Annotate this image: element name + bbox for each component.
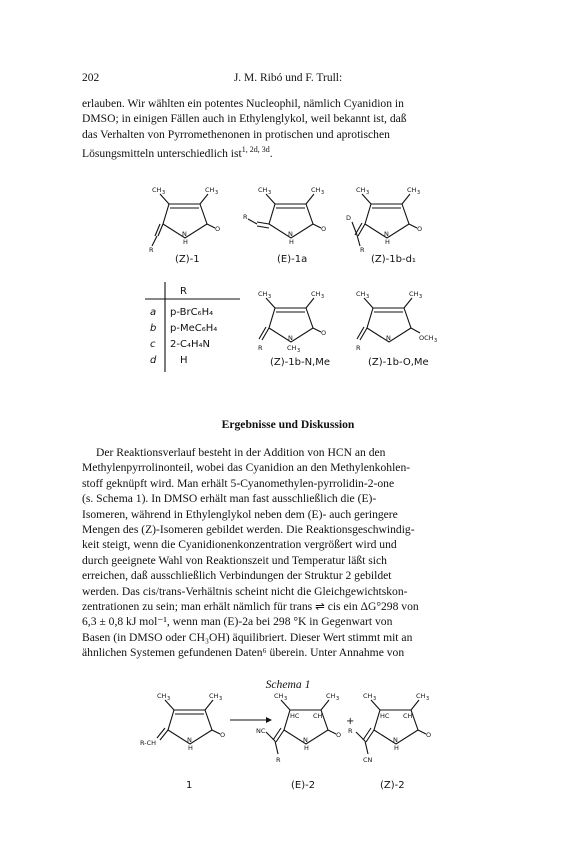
svg-text:3: 3 [268, 294, 272, 300]
svg-text:3: 3 [268, 190, 272, 196]
svg-text:D: D [346, 214, 352, 222]
text-line: durch geeignete Wahl von Reaktionszeit und Temperatur läßt sich [82, 553, 387, 567]
structure-z1bd1 [346, 186, 422, 265]
substituent-table [145, 282, 240, 372]
text-line: erlauben. Wir wählten ein potentes Nucleophil, nämlich Cyanidion in [82, 97, 404, 110]
svg-text:O: O [417, 225, 423, 233]
svg-text:O: O [336, 731, 342, 739]
svg-text:O: O [321, 225, 327, 233]
svg-text:H: H [394, 744, 399, 752]
svg-text:O: O [220, 731, 226, 739]
page-number: 202 [82, 72, 100, 84]
svg-text:3: 3 [215, 190, 219, 196]
svg-text:CH: CH [356, 290, 366, 298]
text-line: keit steigt, wenn die Cyanidionenkonzentration vergrößert wird und [82, 538, 397, 552]
svg-text:N: N [288, 230, 293, 238]
svg-text:d: d [150, 355, 157, 366]
text-line: werden. Das cis/trans-Verhältnis scheint nicht die Gleichgewichtskon- [82, 584, 408, 598]
text-line-part: Lösungsmitteln unterschiedlich ist [82, 147, 242, 161]
svg-text:3: 3 [162, 190, 166, 196]
svg-text:CH: CH [258, 290, 268, 298]
structure-z1b-ome [356, 290, 437, 368]
svg-text:3: 3 [284, 696, 288, 702]
text-line: Lösungsmitteln unterschiedlich ist$^{1, 2d, 3d}$. [82, 145, 273, 161]
text-line: erreichen, daß ausschließlich Verbindungen der Struktur 2 gebildet [82, 569, 392, 583]
text-line: 6,3 ± 0,8 kJ mol⁻¹, wenn man (E)-2a bei 298 °K in Gegenwart von [82, 615, 393, 629]
atom-ch3: CH [152, 186, 162, 194]
svg-text:CH: CH [287, 344, 297, 352]
section-heading: Ergebnisse und Diskussion [221, 418, 355, 431]
text-line: zentrationen zu sein; man erhält nämlich für trans ⇌ cis ein ΔG°298 von [82, 600, 419, 614]
svg-text:3: 3 [321, 294, 325, 300]
text-line: Isomeren, während in Ethylenglykol neben dem (E)- auch geringere [82, 507, 398, 521]
svg-text:CH: CH [205, 186, 215, 194]
svg-text:CH: CH [311, 186, 321, 194]
text-line: Basen (in DMSO oder CH₃OH) äquilibriert. Dieser Wert stimmt mit an [82, 630, 413, 644]
svg-text:3: 3 [366, 190, 370, 196]
svg-text:3: 3 [417, 190, 421, 196]
svg-text:R: R [348, 727, 353, 735]
svg-text:H: H [289, 238, 294, 246]
svg-text:p-MeC₆H₄: p-MeC₆H₄ [170, 323, 218, 334]
text-line: das Verhalten von Pyrromethenonen in protischen und aprotischen [82, 127, 390, 141]
svg-text:H: H [385, 238, 390, 246]
svg-text:N: N [386, 334, 391, 342]
structure-z1 [149, 186, 220, 265]
text-line: Der Reaktionsverlauf besteht in der Addition von HCN an den [96, 446, 386, 459]
svg-text:CN: CN [363, 756, 373, 764]
svg-text:3: 3 [167, 696, 171, 702]
svg-text:NC: NC [256, 727, 266, 735]
svg-text:CH: CH [403, 712, 413, 720]
structure-e1a [243, 186, 326, 265]
svg-text:R: R [360, 246, 365, 254]
text-line: (s. Schema 1). In DMSO erhält man fast ausschließlich die (E)- [82, 492, 377, 506]
svg-text:CH: CH [274, 692, 284, 700]
svg-text:3: 3 [321, 190, 325, 196]
svg-text:2-C₄H₄N: 2-C₄H₄N [170, 339, 210, 350]
svg-text:3: 3 [336, 696, 340, 702]
scheme-1 [140, 692, 431, 791]
scheme-title: Schema 1 [265, 678, 311, 691]
svg-text:CH: CH [157, 692, 167, 700]
svg-text:b: b [150, 323, 157, 334]
structure-z1b-nme [258, 290, 330, 368]
svg-text:3: 3 [297, 348, 301, 354]
results-paragraph [82, 445, 494, 661]
svg-text:CH: CH [407, 186, 417, 194]
svg-text:N: N [393, 736, 398, 744]
svg-text:R-CH: R-CH [140, 739, 157, 747]
svg-text:CH: CH [209, 692, 219, 700]
compound-label-z1bd1: (Z)-1b-d₁ [371, 254, 416, 265]
scheme-label-1: 1 [186, 780, 193, 791]
svg-text:CH: CH [313, 712, 323, 720]
svg-text:R: R [258, 344, 263, 352]
svg-text:CH: CH [363, 692, 373, 700]
svg-text:p-BrC₆H₄: p-BrC₆H₄ [170, 307, 214, 318]
svg-text:O: O [215, 225, 221, 233]
text-line: DMSO; in einigen Fällen auch in Ethylenglykol, weil bekannt ist, daß [82, 112, 407, 126]
svg-text:N: N [288, 334, 293, 342]
svg-text:H: H [304, 744, 309, 752]
running-head-authors: J. M. Ribó und F. Trull: [233, 72, 343, 84]
svg-text:3: 3 [419, 294, 423, 300]
compound-label-e1a: (E)-1a [277, 254, 308, 265]
svg-text:a: a [150, 307, 157, 318]
svg-text:HC: HC [290, 712, 300, 720]
svg-text:CH: CH [356, 186, 366, 194]
svg-text:3: 3 [434, 338, 438, 344]
svg-text:O: O [321, 329, 327, 337]
svg-text:N: N [303, 736, 308, 744]
svg-text:O: O [426, 731, 432, 739]
svg-text:3: 3 [373, 696, 377, 702]
svg-text:c: c [150, 339, 156, 350]
scheme-label-e2: (E)-2 [291, 780, 316, 791]
svg-text:CH: CH [416, 692, 426, 700]
svg-text:H: H [180, 355, 188, 366]
svg-text:N: N [384, 230, 389, 238]
compound-label-z1b-ome: (Z)-1b-O,Me [368, 357, 429, 368]
svg-text:CH: CH [311, 290, 321, 298]
svg-text:CH: CH [326, 692, 336, 700]
svg-text:R: R [356, 344, 361, 352]
svg-text:3: 3 [366, 294, 370, 300]
svg-text:N: N [182, 230, 187, 238]
svg-text:R: R [276, 756, 281, 764]
svg-text:H: H [183, 238, 188, 246]
svg-text:HC: HC [380, 712, 390, 720]
text-line: stoff geknüpft wird. Man erhält 5-Cyanomethylen-pyrrolidin-2-one [82, 476, 395, 490]
svg-text:R: R [243, 213, 248, 221]
text-line: Mengen des (Z)-Isomeren gebildet werden. Die Reaktionsgeschwindig- [82, 523, 415, 537]
compound-label-z1b-nme: (Z)-1b-N,Me [270, 357, 331, 368]
svg-text:CH: CH [409, 290, 419, 298]
svg-text:R: R [149, 246, 154, 254]
svg-text:CH: CH [258, 186, 268, 194]
svg-text:H: H [188, 744, 193, 752]
scheme-label-z2: (Z)-2 [380, 780, 405, 791]
svg-text:3: 3 [219, 696, 223, 702]
table-header: R [180, 286, 187, 297]
text-line: ähnlichen Systemen gefundenen Daten⁶ überein. Unter Annahme von [82, 646, 405, 660]
reference-superscript: 1, 2d, 3d [241, 145, 270, 155]
compound-label-z1: (Z)-1 [175, 254, 200, 265]
svg-text:OCH: OCH [419, 334, 434, 342]
svg-text:N: N [187, 736, 192, 744]
plus-sign: + [346, 716, 355, 727]
svg-text:3: 3 [426, 696, 430, 702]
text-line: Methylenpyrrolinonteil, wobei das Cyanidion an den Methylenkohlen- [82, 461, 411, 475]
